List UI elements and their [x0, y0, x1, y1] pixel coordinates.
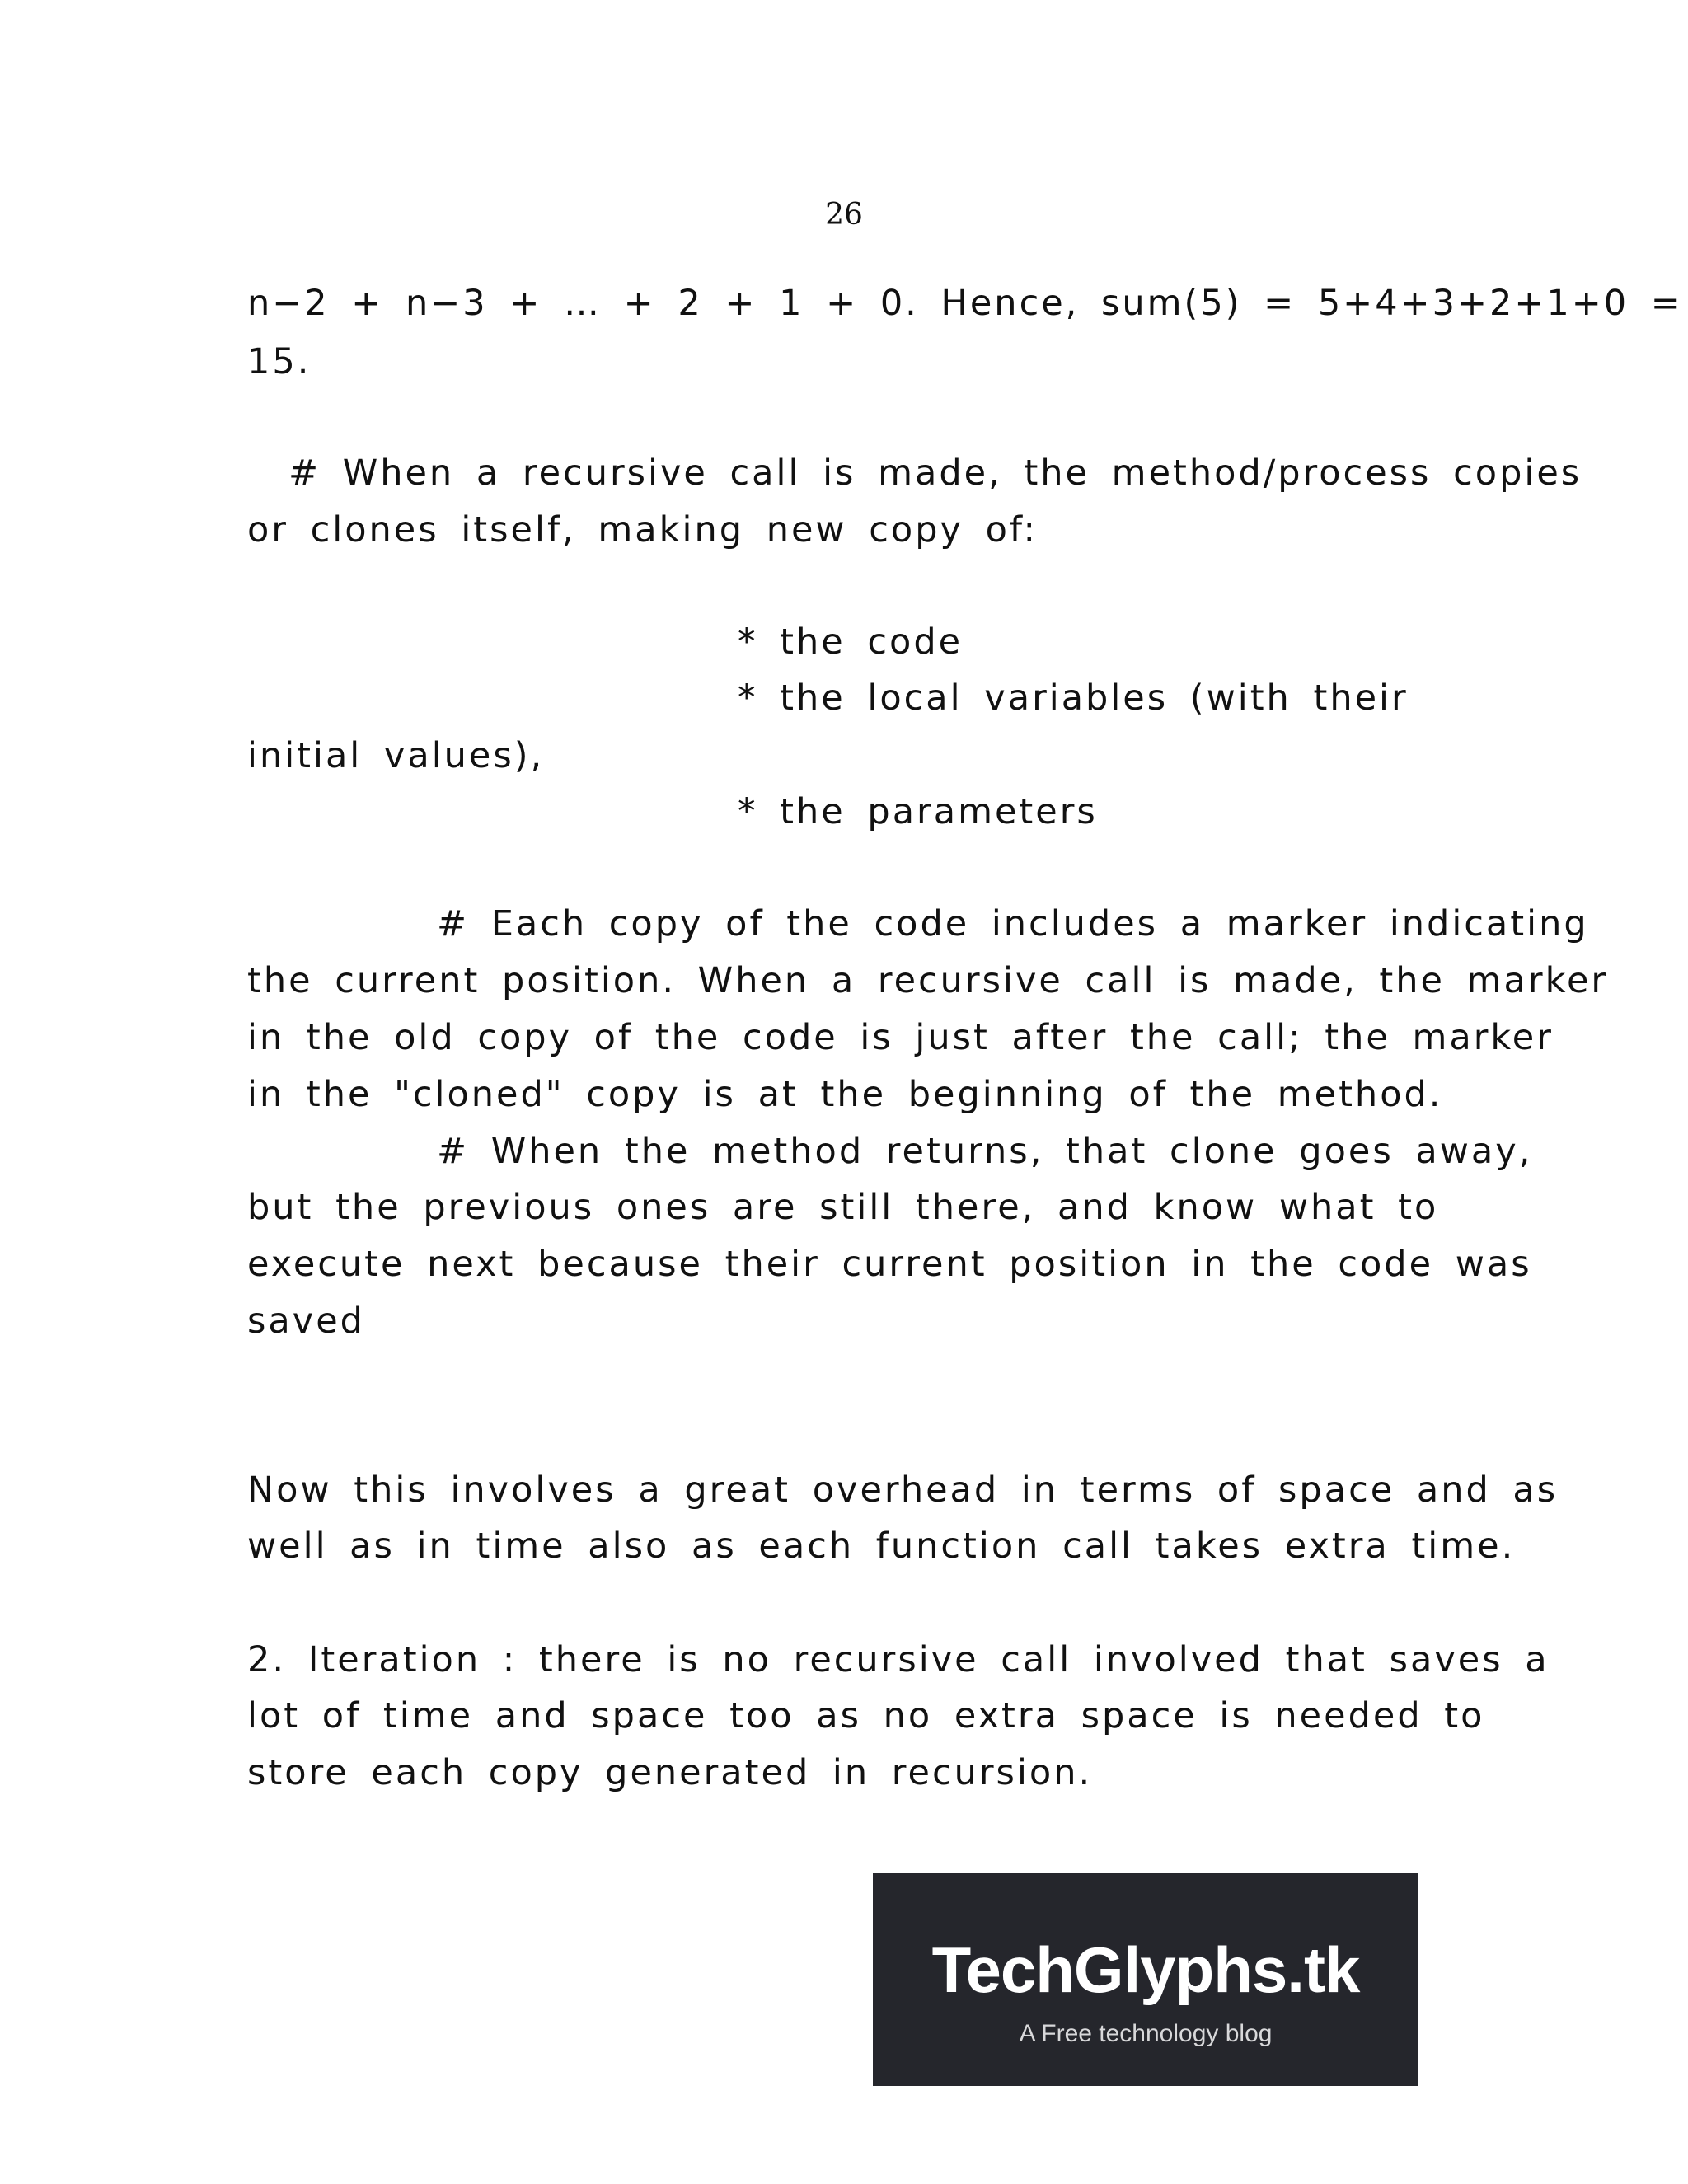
techglyphs-logo: [873, 1873, 1418, 2086]
text-line: in the "cloned" copy is at the beginning of the method.: [247, 1074, 1443, 1115]
logo-title: TechGlyphs.tk: [931, 1933, 1360, 2006]
bullet-item: * the local variables (with their: [738, 677, 1409, 719]
text-line: saved: [247, 1301, 365, 1342]
text-line: in the old copy of the code is just after the call; the marker: [247, 1017, 1554, 1058]
text-line: n−2 + n−3 + … + 2 + 1 + 0. Hence, sum(5) = 5+4+3+2+1+0 =: [247, 283, 1683, 324]
logo-subtitle: A Free technology blog: [1019, 2020, 1273, 2047]
text-line: well as in time also as each function call takes extra time.: [247, 1526, 1516, 1567]
text-line: store each copy generated in recursion.: [247, 1752, 1093, 1793]
bullet-item: * the parameters: [738, 791, 1098, 832]
text-line: 2. Iteration : there is no recursive call involved that saves a: [247, 1639, 1550, 1680]
text-line: lot of time and space too as no extra space is needed to: [247, 1695, 1485, 1736]
text-line: but the previous ones are still there, and know what to: [247, 1187, 1439, 1228]
text-line: Now this involves a great overhead in terms of space and as: [247, 1469, 1559, 1511]
text-line: execute next because their current position in the code was: [247, 1244, 1532, 1285]
text-line: # Each copy of the code includes a marker indicating: [437, 903, 1589, 944]
text-line: # When a recursive call is made, the method/process copies: [288, 452, 1582, 494]
page-number: 26: [825, 198, 863, 232]
text-line: or clones itself, making new copy of:: [247, 509, 1039, 551]
bullet-item: * the code: [738, 621, 964, 663]
text-line: # When the method returns, that clone goes away,: [437, 1131, 1533, 1172]
text-line: the current position. When a recursive call is made, the marker: [247, 960, 1609, 1001]
text-line: initial values),: [247, 735, 545, 776]
text-line: 15.: [247, 341, 312, 382]
